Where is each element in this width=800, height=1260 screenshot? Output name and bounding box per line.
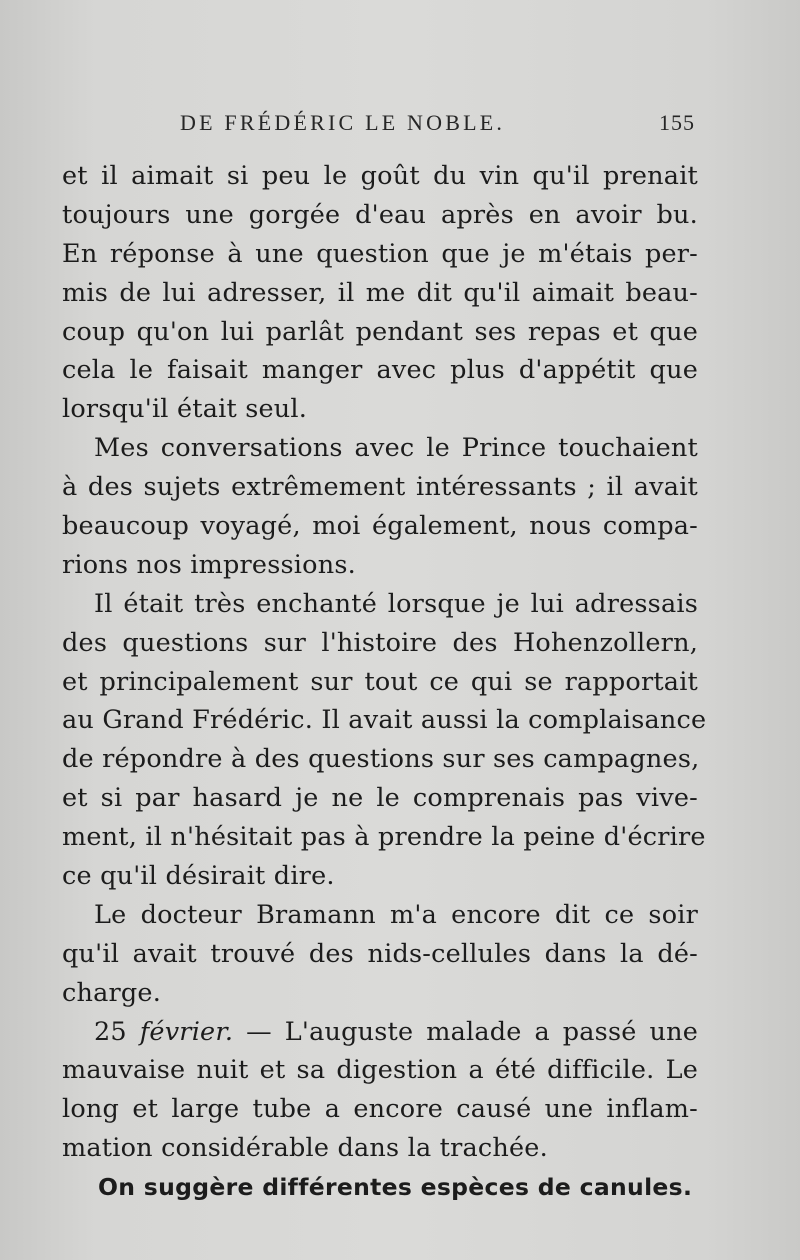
text-line: qu'il avait trouvé des nids-cellules dans la dé-	[62, 938, 698, 969]
text-line: rions nos impressions.	[62, 549, 356, 580]
body-text	[62, 157, 707, 1207]
text-line: de répondre à des questions sur ses campagnes,	[62, 744, 700, 775]
text-line: mauvaise nuit et sa digestion a été difficile. Le	[62, 1055, 698, 1086]
text-line: Le docteur Bramann m'a encore dit ce soir	[94, 899, 698, 930]
text-line: des questions sur l'histoire des Hohenzollern,	[62, 627, 698, 658]
text-line: et si par hasard je ne le comprenais pas vive-	[62, 783, 698, 814]
text-line: Mes conversations avec le Prince touchaient	[94, 433, 698, 464]
text-line: Il était très enchanté lorsque je lui adressais	[94, 588, 698, 619]
entry-day: 25	[94, 1016, 127, 1047]
text-line: beaucoup voyagé, moi également, nous compa-	[62, 511, 698, 542]
text-line: à des sujets extrêmement intéressants ; il avait	[62, 472, 698, 503]
dated-entry-line	[62, 1013, 698, 1052]
text-line: lorsqu'il était seul.	[62, 394, 308, 425]
text-line: ce qu'il désirait dire.	[62, 861, 335, 892]
text-line: ment, il n'hésitait pas à prendre la peine d'écrire	[62, 822, 706, 853]
text-line: au Grand Frédéric. Il avait aussi la complaisance	[62, 705, 707, 736]
text-line: mation considérable dans la trachée.	[62, 1133, 548, 1164]
text-line: et il aimait si peu le goût du vin qu'il prenait	[62, 161, 698, 191]
text-line: toujours une gorgée d'eau après en avoir bu.	[62, 199, 698, 230]
running-head	[180, 110, 695, 146]
text-line: et principalement sur tout ce qui se rapportait	[62, 666, 698, 697]
entry-text: — L'auguste malade a passé une	[246, 1016, 698, 1047]
entry-month: février.	[139, 1016, 234, 1047]
text-line: charge.	[62, 977, 162, 1008]
text-line: long et large tube a encore causé une inflam-	[62, 1094, 698, 1125]
text-line: En réponse à une question que je m'étais per-	[62, 238, 698, 269]
bold-text-line: On suggère différentes espèces de canules.	[98, 1173, 693, 1202]
page-number: 155	[659, 110, 695, 135]
text-line: mis de lui adresser, il me dit qu'il aimait beau-	[62, 277, 698, 308]
running-title: DE FRÉDÉRIC LE NOBLE.	[180, 110, 506, 135]
text-line: coup qu'on lui parlât pendant ses repas et que	[62, 316, 698, 347]
text-line: cela le faisait manger avec plus d'appétit que	[62, 355, 698, 386]
